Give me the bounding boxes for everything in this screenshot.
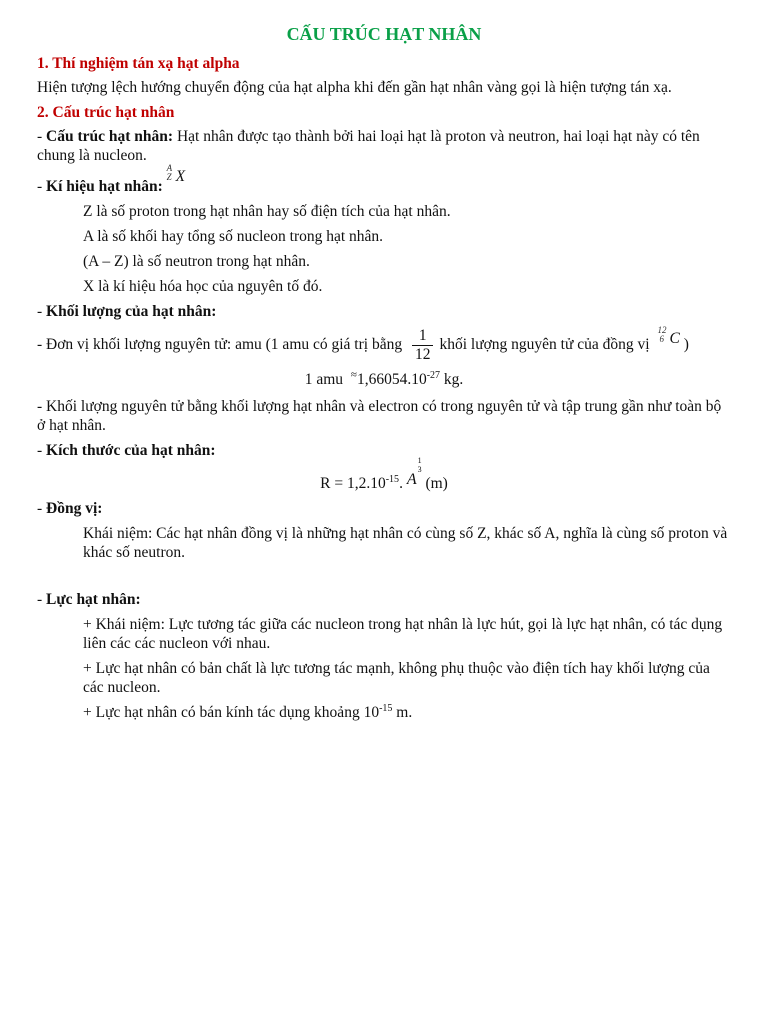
isotope-label: Đồng vị:	[46, 500, 103, 517]
section-1-text: Hiện tượng lệch hướng chuyển động của hạt alpha khi đến gần hạt nhân vàng gọi là hiện tượng tán xạ.	[37, 79, 672, 96]
force-range-unit: m.	[392, 704, 413, 721]
isotope-text: Khái niệm: Các hạt nhân đồng vị là những hạt nhân có cùng số Z, khác số A, nghĩa là cùng số proton và khác số neutron.	[83, 525, 728, 561]
radius-power	[418, 456, 422, 474]
mass-paragraph: - Khối lượng của hạt nhân:	[37, 303, 217, 320]
radius-power-den: 3	[417, 465, 422, 474]
force-line: + Lực hạt nhân có bản chất là lực tương tác mạnh, không phụ thuộc vào điện tích hay khối lượng của các nucleon.	[83, 660, 710, 696]
approx-symbol: ≈	[350, 369, 357, 381]
document	[37, 22, 731, 728]
nuclide-symbol	[166, 163, 186, 186]
amu-eq-left: 1 amu	[304, 371, 344, 388]
structure-text: Hạt nhân được tạo thành bởi hai loại hạt là proton và neutron, hai loại hạt này có tên chung là nucleon.	[37, 128, 700, 164]
radius-unit: (m)	[425, 475, 448, 492]
carbon-atomic-number: 6	[659, 334, 664, 345]
carbon-element: C	[669, 330, 680, 348]
symbol-paragraph: - Kí hiệu hạt nhân: A Z X	[37, 163, 186, 195]
symbol-line: Z là số proton trong hạt nhân hay số điện tích của hạt nhân.	[83, 203, 451, 220]
nuclide-atomic-number: Z	[166, 172, 172, 182]
radius-A: A	[406, 471, 417, 488]
amu-equation	[37, 370, 731, 391]
force-label: Lực hạt nhân:	[46, 591, 141, 608]
radius-left: R = 1,2.10	[320, 475, 386, 492]
amu-close-paren: )	[683, 336, 689, 354]
size-label: Kích thước của hạt nhân:	[46, 442, 216, 459]
force-range-line	[37, 703, 731, 722]
carbon-isotope-symbol	[657, 325, 680, 348]
section-2-heading: 2. Cấu trúc hạt nhân	[37, 104, 175, 121]
symbol-label: Kí hiệu hạt nhân:	[46, 178, 163, 195]
mass-note: - Khối lượng nguyên tử bằng khối lượng hạt nhân và electron có trong nguyên tử và tập trung gần như toàn bộ ở hạt nhân.	[37, 398, 722, 434]
nuclide-mass-number: A	[166, 163, 173, 173]
structure-paragraph: - Cấu trúc hạt nhân: Hạt nhân được tạo thành bởi hai loại hạt là proton và neutron, hai loại hạt này có tên chung là nucleon.	[37, 128, 700, 164]
amu-eq-value: 1,66054.10	[356, 371, 427, 388]
fraction-one-twelfth	[412, 327, 434, 364]
force-range-text: + Lực hạt nhân có bán kính tác dụng khoảng 10	[83, 704, 380, 721]
symbol-line: A là số khối hay tổng số nucleon trong hạt nhân.	[83, 228, 384, 245]
symbol-line: X là kí hiệu hóa học của nguyên tố đó.	[83, 278, 323, 295]
amu-paragraph	[37, 327, 731, 364]
radius-exponent: -15	[385, 473, 400, 485]
isotope-paragraph: - Đồng vị:	[37, 500, 103, 517]
structure-label: Cấu trúc hạt nhân:	[46, 128, 174, 145]
amu-text-after: khối lượng nguyên tử của đồng vị	[439, 336, 650, 354]
amu-eq-unit: kg.	[443, 371, 464, 388]
fraction-numerator: 1	[412, 327, 434, 346]
radius-power-num: 1	[417, 456, 422, 465]
force-line: + Khái niệm: Lực tương tác giữa các nucleon trong hạt nhân là lực hút, gọi là lực hạt nhân, có tác dụng liên các các nucleon với nhau.	[83, 616, 723, 652]
fraction-denominator: 12	[414, 346, 431, 363]
section-1-heading: 1. Thí nghiệm tán xạ hạt alpha	[37, 55, 240, 72]
page-title: CẤU TRÚC HẠT NHÂN	[286, 24, 482, 44]
nuclide-element: X	[175, 168, 186, 185]
mass-label: Khối lượng của hạt nhân:	[46, 303, 217, 320]
carbon-mass-number: 12	[657, 325, 667, 336]
radius-dot: .	[399, 475, 403, 492]
size-paragraph: - Kích thước của hạt nhân:	[37, 442, 216, 459]
amu-eq-exponent: -27	[426, 369, 441, 381]
amu-text-before: - Đơn vị khối lượng nguyên tử: amu (1 amu có giá trị bằng	[37, 336, 403, 354]
force-range-exponent: -15	[379, 702, 393, 714]
radius-formula	[37, 456, 731, 493]
force-paragraph: - Lực hạt nhân:	[37, 591, 141, 608]
symbol-line: (A – Z) là số neutron trong hạt nhân.	[83, 253, 310, 270]
